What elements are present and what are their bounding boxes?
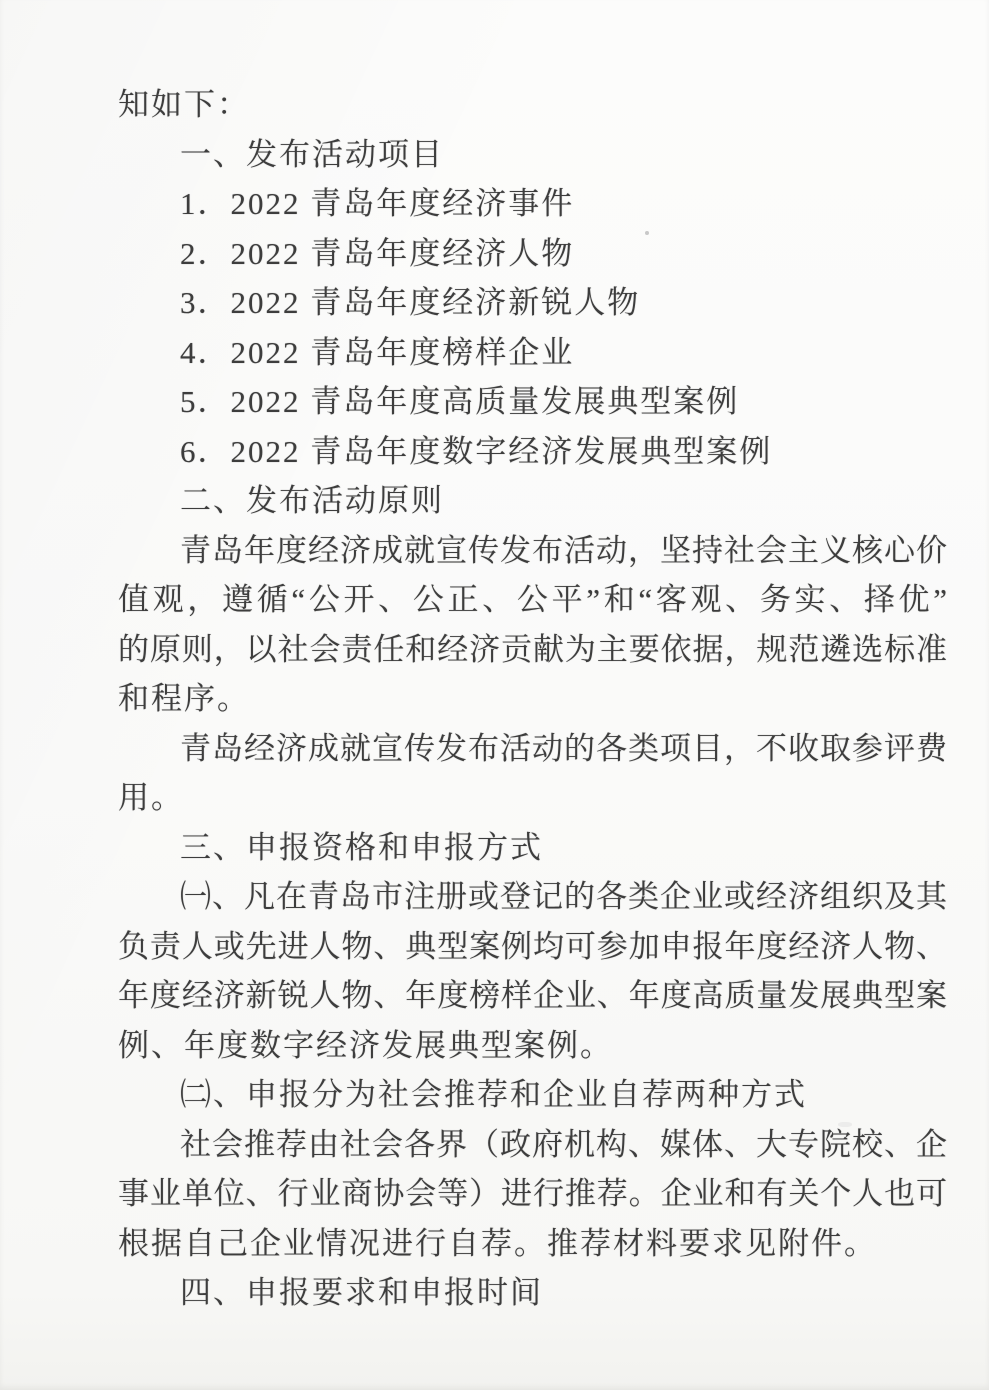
paragraph-line: 负责人或先进人物、典型案例均可参加申报年度经济人物、 [118,928,947,964]
paragraph-line: 事业单位、行业商协会等）进行推荐。企业和有关个人也可 [118,1176,947,1211]
paragraph-line: 用。 [118,780,184,815]
heading-section-2: 二、发布活动原则 [180,483,444,518]
paragraph-line: 青岛年度经济成就宣传发布活动，坚持社会主义核心价 [180,532,947,568]
scan-speck [838,1122,852,1127]
heading-section-1: 一、发布活动项目 [180,136,444,172]
continuation-text: 知如下： [118,87,250,122]
paragraph-line: 根据自己企业情况进行自荐。推荐材料要求见附件。 [118,1225,877,1261]
list-item-4: 4．2022 青岛年度榜样企业 [180,334,575,370]
list-item-6: 6．2022 青岛年度数字经济发展典型案例 [180,433,773,469]
heading-section-4: 四、申报要求和申报时间 [180,1275,543,1310]
list-item-5: 5．2022 青岛年度高质量发展典型案例 [180,384,740,419]
paragraph-line: ㈡、申报分为社会推荐和企业自荐两种方式 [180,1077,807,1112]
list-item-1: 1．2022 青岛年度经济事件 [180,186,575,221]
paragraph-line: 社会推荐由社会各界（政府机构、媒体、大专院校、企 [180,1126,947,1162]
list-item-2: 2．2022 青岛年度经济人物 [180,235,575,271]
paragraph-line: 青岛经济成就宣传发布活动的各类项目，不收取参评费 [180,730,947,766]
list-item-3: 3．2022 青岛年度经济新锐人物 [180,285,641,320]
paragraph-line: 值观，遵循“公开、公正、公平”和“客观、务实、择优” [118,582,947,617]
paragraph-line: ㈠、凡在青岛市注册或登记的各类企业或经济组织及其 [180,879,947,914]
paragraph-line: 例、年度数字经济发展典型案例。 [118,1027,613,1063]
heading-section-3: 三、申报资格和申报方式 [180,829,543,865]
scan-speck [645,231,649,235]
paragraph-line: 和程序。 [118,681,250,716]
paragraph-line: 年度经济新锐人物、年度榜样企业、年度高质量发展典型案 [118,978,947,1013]
paragraph-line: 的原则，以社会责任和经济贡献为主要依据，规范遴选标准 [118,631,947,667]
